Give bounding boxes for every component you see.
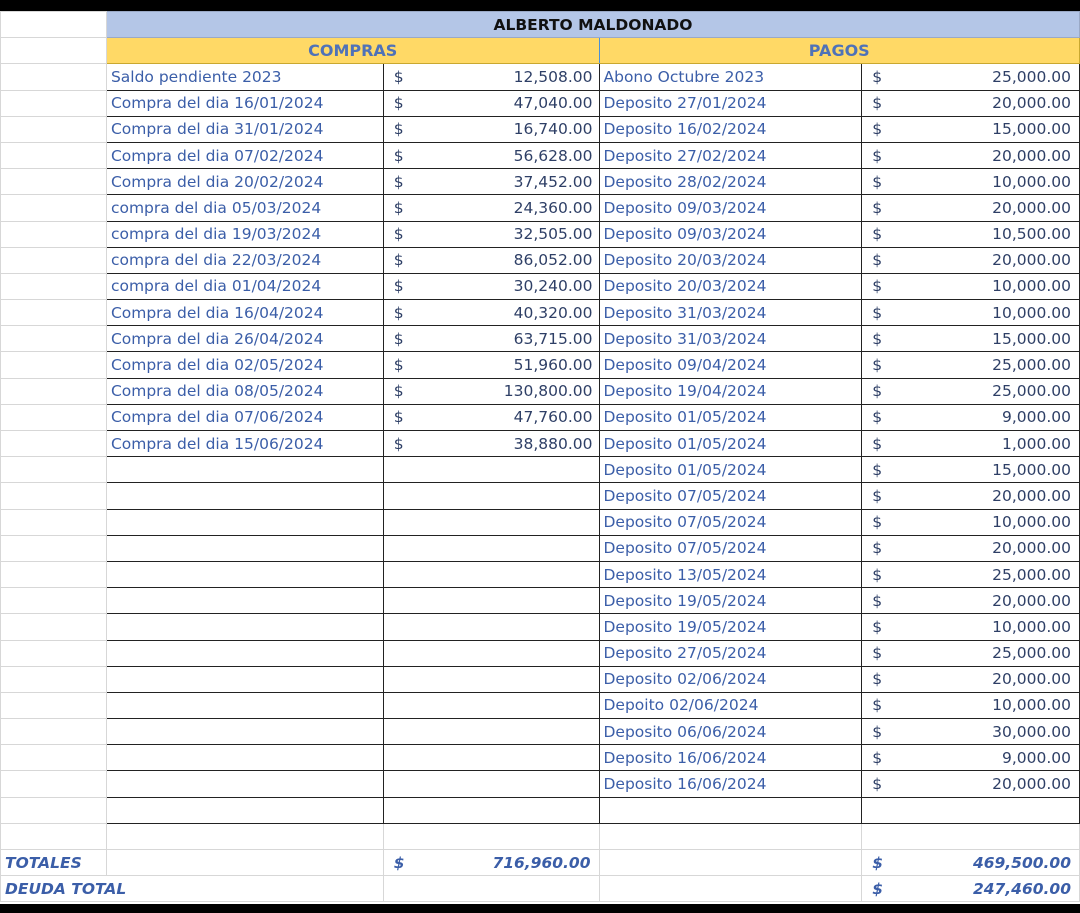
- pago-amount: 1,000.00: [1001, 434, 1071, 453]
- compra-desc-cell[interactable]: compra del dia 22/03/2024: [106, 247, 383, 273]
- row-header-cell[interactable]: [1, 771, 107, 797]
- pago-amount-cell[interactable]: [862, 614, 1080, 640]
- currency-symbol: $: [872, 146, 883, 165]
- pago-amount: 15,000.00: [992, 329, 1071, 348]
- pago-amount-cell[interactable]: [862, 64, 1080, 90]
- compra-desc-cell[interactable]: Compra del dia 16/01/2024: [106, 90, 383, 116]
- client-name-title[interactable]: ALBERTO MALDONADO: [106, 12, 1079, 38]
- currency-symbol: $: [872, 644, 883, 663]
- compra-amount-cell[interactable]: [383, 378, 599, 404]
- pago-amount-cell[interactable]: [862, 300, 1080, 326]
- row-header-cell[interactable]: [1, 221, 107, 247]
- currency-symbol: $: [872, 853, 884, 872]
- ledger-row: [1, 588, 1080, 614]
- compra-desc-cell[interactable]: Saldo pendiente 2023: [106, 64, 383, 90]
- compra-desc-cell[interactable]: Compra del dia 02/05/2024: [106, 352, 383, 378]
- currency-symbol: $: [872, 748, 883, 767]
- currency-symbol: $: [393, 198, 404, 217]
- pago-amount-cell[interactable]: [862, 142, 1080, 168]
- compra-desc-cell[interactable]: Compra del dia 07/06/2024: [106, 404, 383, 430]
- row-header-cell[interactable]: [1, 247, 107, 273]
- row-header-cell[interactable]: [1, 90, 107, 116]
- pago-desc-cell[interactable]: Deposito 16/06/2024: [599, 771, 862, 797]
- ledger-row: [1, 169, 1080, 195]
- pagos-total-cell[interactable]: [862, 850, 1080, 876]
- compra-amount-cell[interactable]: [383, 431, 599, 457]
- empty-cell[interactable]: [383, 876, 599, 902]
- pago-amount-cell[interactable]: [862, 797, 1080, 823]
- pago-amount-cell[interactable]: [862, 404, 1080, 430]
- compra-desc-cell[interactable]: [106, 614, 383, 640]
- compra-amount: 130,800.00: [503, 382, 593, 401]
- currency-symbol: $: [872, 198, 883, 217]
- pago-desc-cell[interactable]: Deposito 09/04/2024: [599, 352, 862, 378]
- pago-amount-cell[interactable]: [862, 273, 1080, 299]
- pago-desc-cell[interactable]: Deposito 27/02/2024: [599, 142, 862, 168]
- compra-desc-cell[interactable]: [106, 719, 383, 745]
- pago-desc-cell[interactable]: Deposito 27/05/2024: [599, 640, 862, 666]
- pago-amount-cell[interactable]: [862, 535, 1080, 561]
- compra-desc-cell[interactable]: [106, 797, 383, 823]
- ledger-row: [1, 352, 1080, 378]
- compra-amount: 24,360.00: [513, 198, 593, 217]
- ledger-row: [1, 483, 1080, 509]
- pago-amount: 15,000.00: [992, 120, 1071, 139]
- compra-amount-cell[interactable]: [383, 300, 599, 326]
- pago-amount-cell[interactable]: [862, 483, 1080, 509]
- row-header-cell[interactable]: [1, 535, 107, 561]
- compra-amount-cell[interactable]: [383, 666, 599, 692]
- ledger-table: [0, 11, 1080, 902]
- empty-cell[interactable]: [862, 823, 1080, 849]
- row-header-cell[interactable]: [1, 431, 107, 457]
- compra-amount: 32,505.00: [513, 225, 593, 244]
- pago-amount-cell[interactable]: [862, 666, 1080, 692]
- pago-amount-cell[interactable]: [862, 509, 1080, 535]
- currency-symbol: $: [872, 277, 883, 296]
- currency-symbol: $: [393, 434, 404, 453]
- pago-amount: 25,000.00: [992, 67, 1071, 86]
- pago-amount-cell[interactable]: [862, 588, 1080, 614]
- pago-amount-cell[interactable]: [862, 169, 1080, 195]
- compra-amount-cell[interactable]: [383, 326, 599, 352]
- compra-desc-cell[interactable]: Compra del dia 31/01/2024: [106, 116, 383, 142]
- pago-amount: 10,000.00: [992, 277, 1071, 296]
- currency-symbol: $: [393, 251, 404, 270]
- section-header-row: [1, 38, 1080, 64]
- pago-desc-cell[interactable]: Deposito 28/02/2024: [599, 169, 862, 195]
- row-header-cell[interactable]: [1, 169, 107, 195]
- row-header-cell[interactable]: [1, 38, 107, 64]
- ledger-row: [1, 326, 1080, 352]
- compra-desc-cell[interactable]: [106, 561, 383, 587]
- compra-amount-cell[interactable]: [383, 797, 599, 823]
- compra-amount-cell[interactable]: [383, 588, 599, 614]
- currency-symbol: $: [393, 408, 404, 427]
- pago-amount: 10,000.00: [992, 172, 1071, 191]
- row-header-cell[interactable]: [1, 457, 107, 483]
- pago-amount-cell[interactable]: [862, 771, 1080, 797]
- pago-amount: 20,000.00: [992, 198, 1071, 217]
- currency-symbol: $: [872, 460, 883, 479]
- ledger-row: [1, 378, 1080, 404]
- row-header-cell[interactable]: [1, 273, 107, 299]
- currency-symbol: $: [872, 565, 883, 584]
- compra-amount-cell[interactable]: [383, 614, 599, 640]
- compra-amount: 47,760.00: [513, 408, 593, 427]
- currency-symbol: $: [872, 486, 883, 505]
- compra-amount-cell[interactable]: [383, 64, 599, 90]
- compra-amount-cell[interactable]: [383, 221, 599, 247]
- currency-symbol: $: [872, 879, 884, 898]
- compra-desc-cell[interactable]: [106, 509, 383, 535]
- pago-desc-cell[interactable]: Deposito 16/06/2024: [599, 745, 862, 771]
- pagos-header[interactable]: PAGOS: [599, 38, 1080, 64]
- pago-desc-cell[interactable]: Depoito 02/06/2024: [599, 692, 862, 718]
- compra-amount: 47,040.00: [513, 94, 593, 113]
- spreadsheet: [0, 11, 1080, 904]
- currency-symbol: $: [872, 722, 883, 741]
- pago-amount: 20,000.00: [992, 94, 1071, 113]
- compra-amount-cell[interactable]: [383, 404, 599, 430]
- row-header-cell[interactable]: [1, 588, 107, 614]
- currency-symbol: $: [393, 853, 405, 872]
- currency-symbol: $: [872, 591, 883, 610]
- currency-symbol: $: [872, 172, 883, 191]
- currency-symbol: $: [872, 251, 883, 270]
- pago-amount: 10,000.00: [992, 513, 1071, 532]
- compra-amount: 38,880.00: [513, 434, 593, 453]
- currency-symbol: $: [393, 303, 404, 322]
- ledger-row: [1, 404, 1080, 430]
- row-header-cell[interactable]: [1, 719, 107, 745]
- currency-symbol: $: [872, 225, 883, 244]
- compra-desc-cell[interactable]: [106, 771, 383, 797]
- compra-amount-cell[interactable]: [383, 195, 599, 221]
- currency-symbol: $: [872, 329, 883, 348]
- ledger-row: [1, 745, 1080, 771]
- pago-amount: 10,000.00: [992, 696, 1071, 715]
- compra-amount-cell[interactable]: [383, 273, 599, 299]
- ledger-body: [1, 12, 1080, 902]
- pago-amount: 20,000.00: [992, 775, 1071, 794]
- row-header-cell[interactable]: [1, 116, 107, 142]
- pago-amount: 25,000.00: [992, 565, 1071, 584]
- currency-symbol: $: [872, 382, 883, 401]
- ledger-row: [1, 509, 1080, 535]
- compra-desc-cell[interactable]: compra del dia 05/03/2024: [106, 195, 383, 221]
- compra-amount: 56,628.00: [513, 146, 593, 165]
- title-row: [1, 12, 1080, 38]
- ledger-row: [1, 247, 1080, 273]
- compra-desc-cell[interactable]: [106, 745, 383, 771]
- pago-amount: 10,000.00: [992, 303, 1071, 322]
- ledger-row: [1, 431, 1080, 457]
- deuda-row: [1, 876, 1080, 902]
- pago-desc-cell[interactable]: Deposito 01/05/2024: [599, 404, 862, 430]
- ledger-row: [1, 719, 1080, 745]
- compra-amount-cell[interactable]: [383, 116, 599, 142]
- compra-amount: 86,052.00: [513, 251, 593, 270]
- compra-amount-cell[interactable]: [383, 352, 599, 378]
- row-header-cell[interactable]: [1, 326, 107, 352]
- ledger-row: [1, 90, 1080, 116]
- currency-symbol: $: [872, 775, 883, 794]
- compra-desc-cell[interactable]: [106, 588, 383, 614]
- ledger-row: [1, 457, 1080, 483]
- pago-amount: 10,000.00: [992, 617, 1071, 636]
- currency-symbol: $: [393, 382, 404, 401]
- currency-symbol: $: [393, 146, 404, 165]
- compra-desc-cell[interactable]: Compra del dia 26/04/2024: [106, 326, 383, 352]
- pago-desc-cell[interactable]: Abono Octubre 2023: [599, 64, 862, 90]
- pago-desc-cell[interactable]: Deposito 31/03/2024: [599, 300, 862, 326]
- row-header-cell[interactable]: [1, 352, 107, 378]
- pago-desc-cell[interactable]: Deposito 01/05/2024: [599, 457, 862, 483]
- compra-desc-cell[interactable]: Compra del dia 20/02/2024: [106, 169, 383, 195]
- pago-desc-cell[interactable]: Deposito 06/06/2024: [599, 719, 862, 745]
- pago-amount-cell[interactable]: [862, 221, 1080, 247]
- row-header-cell[interactable]: [1, 614, 107, 640]
- currency-symbol: $: [872, 539, 883, 558]
- currency-symbol: $: [872, 670, 883, 689]
- compra-desc-cell[interactable]: [106, 483, 383, 509]
- pago-desc-cell[interactable]: Deposito 07/05/2024: [599, 535, 862, 561]
- ledger-row: [1, 142, 1080, 168]
- row-header-cell[interactable]: [1, 666, 107, 692]
- pago-amount-cell[interactable]: [862, 561, 1080, 587]
- compras-total-cell[interactable]: [383, 850, 599, 876]
- currency-symbol: $: [872, 67, 883, 86]
- pago-amount: 9,000.00: [1001, 748, 1071, 767]
- compra-desc-cell[interactable]: [106, 692, 383, 718]
- pago-amount: 30,000.00: [992, 722, 1071, 741]
- pago-desc-cell[interactable]: Deposito 19/05/2024: [599, 614, 862, 640]
- compra-amount-cell[interactable]: [383, 509, 599, 535]
- totals-row: [1, 850, 1080, 876]
- row-header-cell[interactable]: [1, 300, 107, 326]
- compra-amount-cell[interactable]: [383, 719, 599, 745]
- compra-amount-cell[interactable]: [383, 535, 599, 561]
- compra-desc-cell[interactable]: [106, 640, 383, 666]
- empty-cell[interactable]: [106, 850, 383, 876]
- pago-amount: 20,000.00: [992, 539, 1071, 558]
- row-header-cell[interactable]: [1, 640, 107, 666]
- row-header-cell[interactable]: [1, 142, 107, 168]
- ledger-row: [1, 771, 1080, 797]
- pago-amount: 20,000.00: [992, 670, 1071, 689]
- pago-desc-cell[interactable]: Deposito 27/01/2024: [599, 90, 862, 116]
- ledger-row: [1, 640, 1080, 666]
- pago-amount-cell[interactable]: [862, 431, 1080, 457]
- compra-amount: 51,960.00: [513, 356, 593, 375]
- pago-amount-cell[interactable]: [862, 326, 1080, 352]
- compra-desc-cell[interactable]: [106, 535, 383, 561]
- pago-amount-cell[interactable]: [862, 692, 1080, 718]
- row-header-cell[interactable]: [1, 404, 107, 430]
- currency-symbol: $: [872, 303, 883, 322]
- compra-amount: 12,508.00: [513, 67, 593, 86]
- ledger-row: [1, 692, 1080, 718]
- currency-symbol: $: [872, 94, 883, 113]
- currency-symbol: $: [872, 408, 883, 427]
- pago-desc-cell[interactable]: Deposito 07/05/2024: [599, 509, 862, 535]
- pago-desc-cell[interactable]: Deposito 20/03/2024: [599, 273, 862, 299]
- currency-symbol: $: [393, 172, 404, 191]
- pago-amount-cell[interactable]: [862, 640, 1080, 666]
- compra-amount-cell[interactable]: [383, 561, 599, 587]
- pago-amount-cell[interactable]: [862, 352, 1080, 378]
- row-header-cell[interactable]: [1, 561, 107, 587]
- row-header-cell[interactable]: [1, 195, 107, 221]
- pago-amount: 20,000.00: [992, 146, 1071, 165]
- empty-cell[interactable]: [106, 823, 383, 849]
- compra-amount-cell[interactable]: [383, 142, 599, 168]
- pago-desc-cell[interactable]: Deposito 09/03/2024: [599, 221, 862, 247]
- empty-cell[interactable]: [599, 850, 862, 876]
- compra-amount: 16,740.00: [513, 120, 593, 139]
- pago-desc-cell[interactable]: Deposito 16/02/2024: [599, 116, 862, 142]
- pago-desc-cell[interactable]: Deposito 20/03/2024: [599, 247, 862, 273]
- empty-cell[interactable]: [383, 823, 599, 849]
- pago-amount: 25,000.00: [992, 382, 1071, 401]
- pago-amount-cell[interactable]: [862, 90, 1080, 116]
- currency-symbol: $: [393, 329, 404, 348]
- pago-desc-cell[interactable]: Deposito 19/04/2024: [599, 378, 862, 404]
- compra-desc-cell[interactable]: compra del dia 19/03/2024: [106, 221, 383, 247]
- compra-desc-cell[interactable]: compra del dia 01/04/2024: [106, 273, 383, 299]
- pago-desc-cell[interactable]: Deposito 13/05/2024: [599, 561, 862, 587]
- compra-desc-cell[interactable]: [106, 457, 383, 483]
- totals-label[interactable]: TOTALES: [1, 850, 107, 876]
- pago-desc-cell[interactable]: Deposito 09/03/2024: [599, 195, 862, 221]
- spacer-row: [1, 823, 1080, 849]
- pago-amount: 9,000.00: [1001, 408, 1071, 427]
- row-header-cell[interactable]: [1, 378, 107, 404]
- ledger-row: [1, 666, 1080, 692]
- row-header-cell[interactable]: [1, 692, 107, 718]
- pago-desc-cell[interactable]: Deposito 31/03/2024: [599, 326, 862, 352]
- pago-desc-cell[interactable]: Deposito 19/05/2024: [599, 588, 862, 614]
- pago-amount-cell[interactable]: [862, 195, 1080, 221]
- currency-symbol: $: [872, 356, 883, 375]
- compra-amount-cell[interactable]: [383, 90, 599, 116]
- pagos-total: 469,500.00: [972, 853, 1071, 872]
- compra-amount: 37,452.00: [513, 172, 593, 191]
- compra-amount-cell[interactable]: [383, 771, 599, 797]
- currency-symbol: $: [872, 434, 883, 453]
- deuda-amount-cell[interactable]: [862, 876, 1080, 902]
- pago-desc-cell[interactable]: Deposito 02/06/2024: [599, 666, 862, 692]
- ledger-row: [1, 116, 1080, 142]
- currency-symbol: $: [393, 277, 404, 296]
- currency-symbol: $: [393, 120, 404, 139]
- compras-total: 716,960.00: [492, 853, 591, 872]
- currency-symbol: $: [393, 225, 404, 244]
- row-header-cell[interactable]: [1, 797, 107, 823]
- compra-amount-cell[interactable]: [383, 745, 599, 771]
- pago-amount-cell[interactable]: [862, 116, 1080, 142]
- ledger-row: [1, 300, 1080, 326]
- deuda-label[interactable]: DEUDA TOTAL: [1, 876, 384, 902]
- currency-symbol: $: [872, 696, 883, 715]
- compras-header[interactable]: COMPRAS: [106, 38, 599, 64]
- compra-desc-cell[interactable]: Compra del dia 16/04/2024: [106, 300, 383, 326]
- pago-amount-cell[interactable]: [862, 247, 1080, 273]
- compra-desc-cell[interactable]: Compra del dia 07/02/2024: [106, 142, 383, 168]
- pago-desc-cell[interactable]: [599, 797, 862, 823]
- pago-amount: 20,000.00: [992, 251, 1071, 270]
- ledger-row: [1, 535, 1080, 561]
- compra-desc-cell[interactable]: Compra del dia 08/05/2024: [106, 378, 383, 404]
- compra-amount: 63,715.00: [513, 329, 593, 348]
- pago-amount: 25,000.00: [992, 356, 1071, 375]
- empty-cell[interactable]: [1, 823, 107, 849]
- pago-amount-cell[interactable]: [862, 378, 1080, 404]
- pago-desc-cell[interactable]: Deposito 01/05/2024: [599, 431, 862, 457]
- ledger-row: [1, 797, 1080, 823]
- pago-amount: 20,000.00: [992, 486, 1071, 505]
- compra-amount: 40,320.00: [513, 303, 593, 322]
- pago-amount: 20,000.00: [992, 591, 1071, 610]
- ledger-row: [1, 195, 1080, 221]
- empty-cell[interactable]: [599, 876, 862, 902]
- compra-amount-cell[interactable]: [383, 169, 599, 195]
- pago-amount: 25,000.00: [992, 644, 1071, 663]
- compra-desc-cell[interactable]: [106, 666, 383, 692]
- compra-amount-cell[interactable]: [383, 640, 599, 666]
- ledger-row: [1, 221, 1080, 247]
- pago-amount: 10,500.00: [992, 225, 1071, 244]
- empty-cell[interactable]: [599, 823, 862, 849]
- currency-symbol: $: [393, 67, 404, 86]
- compra-amount-cell[interactable]: [383, 247, 599, 273]
- row-header-cell[interactable]: [1, 12, 107, 38]
- ledger-row: [1, 614, 1080, 640]
- pago-amount-cell[interactable]: [862, 457, 1080, 483]
- currency-symbol: $: [393, 94, 404, 113]
- compra-amount: 30,240.00: [513, 277, 593, 296]
- pago-amount-cell[interactable]: [862, 745, 1080, 771]
- pago-amount: 15,000.00: [992, 460, 1071, 479]
- row-header-cell[interactable]: [1, 509, 107, 535]
- ledger-row: [1, 64, 1080, 90]
- currency-symbol: $: [393, 356, 404, 375]
- currency-symbol: $: [872, 513, 883, 532]
- compra-amount-cell[interactable]: [383, 483, 599, 509]
- pago-desc-cell[interactable]: Deposito 07/05/2024: [599, 483, 862, 509]
- ledger-row: [1, 561, 1080, 587]
- row-header-cell[interactable]: [1, 745, 107, 771]
- deuda-amount: 247,460.00: [972, 879, 1071, 898]
- compra-amount-cell[interactable]: [383, 692, 599, 718]
- compra-amount-cell[interactable]: [383, 457, 599, 483]
- compra-desc-cell[interactable]: Compra del dia 15/06/2024: [106, 431, 383, 457]
- ledger-row: [1, 273, 1080, 299]
- currency-symbol: $: [872, 120, 883, 139]
- row-header-cell[interactable]: [1, 64, 107, 90]
- row-header-cell[interactable]: [1, 483, 107, 509]
- pago-amount-cell[interactable]: [862, 719, 1080, 745]
- currency-symbol: $: [872, 617, 883, 636]
